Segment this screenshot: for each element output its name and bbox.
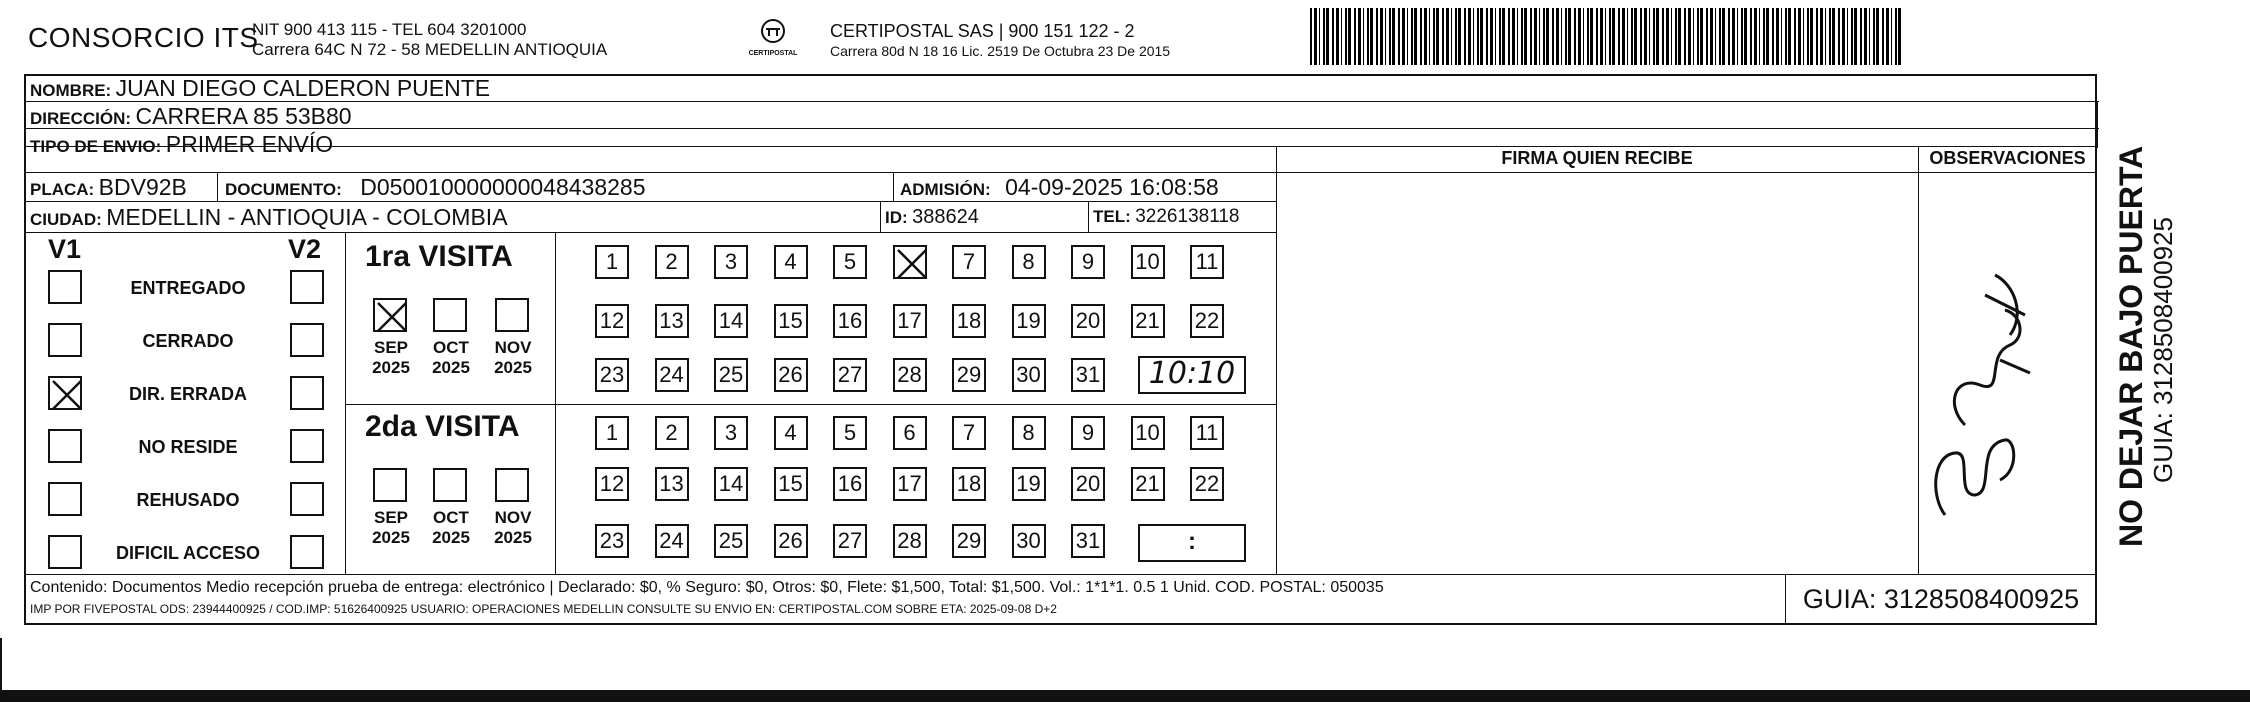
first-visit-title: 1ra VISITA <box>365 240 513 273</box>
day-box[interactable]: 25 <box>714 524 748 558</box>
day-box[interactable]: 26 <box>774 524 808 558</box>
day-box[interactable]: 7 <box>952 416 986 450</box>
day-box[interactable]: 12 <box>595 304 629 338</box>
day-box[interactable]: 16 <box>833 467 867 501</box>
day-box[interactable]: 1 <box>595 416 629 450</box>
logo-caption: CERTIPOSTAL <box>748 50 798 57</box>
signature-header: FIRMA QUIEN RECIBE <box>1501 148 1693 168</box>
day-box[interactable]: 2 <box>655 245 689 279</box>
day-box[interactable]: 13 <box>655 304 689 338</box>
day-box[interactable]: 11 <box>1190 245 1224 279</box>
tel-value: 3226138118 <box>1135 206 1240 227</box>
side-guia: GUIA: 3128508400925 <box>2148 217 2178 483</box>
carrier-name: CERTIPOSTAL SAS | 900 151 122 - 2 <box>830 21 1135 41</box>
admission-value: 04-09-2025 16:08:58 <box>1005 174 1219 200</box>
second-visit-time: : <box>1138 524 1246 562</box>
content-line: Contenido: Documentos Medio recepción prueba de entrega: electrónico | Declarado: $0, % Seguro: $0, Otros: $0, Flete: $1,500, Total: $1,500. Vol.: 1*1*1. 0.5 1 Unid. COD. POSTAL: 050035 <box>30 579 1384 596</box>
id-field <box>885 206 979 229</box>
document-label: DOCUMENTO: <box>225 180 342 199</box>
day-box[interactable]: 21 <box>1131 467 1165 501</box>
day-box[interactable]: 6 <box>893 416 927 450</box>
day-box[interactable]: 29 <box>952 358 986 392</box>
month-label <box>361 508 421 548</box>
v1-label: V1 <box>48 234 82 264</box>
month-year: 2025 <box>432 358 470 377</box>
plate-value: BDV92B <box>98 174 187 200</box>
day-box[interactable]: 19 <box>1012 467 1046 501</box>
day-box[interactable]: 8 <box>1012 245 1046 279</box>
document-field <box>225 174 645 201</box>
shipping-field <box>30 131 333 158</box>
month-checkbox[interactable] <box>373 298 407 332</box>
imp-line: IMP POR FIVEPOSTAL ODS: 23944400925 / COD.IMP: 51626400925 USUARIO: OPERACIONES MEDELLIN CONSULTE SU ENVIO EN: CERTIPOSTAL.COM SOBRE ETA: 2025-09-08 D+2 <box>30 602 1057 616</box>
day-box[interactable]: 23 <box>595 358 629 392</box>
status-label: DIFICIL ACCESO <box>115 543 260 563</box>
day-box[interactable]: 1 <box>595 245 629 279</box>
month-name: OCT <box>433 508 469 527</box>
day-box[interactable]: 24 <box>655 524 689 558</box>
day-box[interactable]: 25 <box>714 358 748 392</box>
day-box[interactable]: 10 <box>1131 416 1165 450</box>
day-box[interactable]: 28 <box>893 358 927 392</box>
day-box[interactable]: 14 <box>714 467 748 501</box>
barcode <box>1310 8 1904 65</box>
v1-status-checkbox[interactable] <box>48 270 82 304</box>
day-box[interactable]: 30 <box>1012 358 1046 392</box>
observations-header: OBSERVACIONES <box>1929 148 2086 168</box>
day-box[interactable]: 18 <box>952 467 986 501</box>
month-label <box>421 338 481 378</box>
status-label: ENTREGADO <box>130 278 246 298</box>
day-box[interactable]: 27 <box>833 358 867 392</box>
tel-field <box>1093 206 1240 228</box>
address-field <box>30 103 352 130</box>
day-box[interactable]: 28 <box>893 524 927 558</box>
admission-field <box>900 174 1219 201</box>
day-box[interactable]: 31 <box>1071 358 1105 392</box>
day-box[interactable]: 27 <box>833 524 867 558</box>
carrier-info <box>830 20 1170 60</box>
v2-status-checkbox[interactable] <box>290 429 324 463</box>
status-label: REHUSADO <box>136 490 240 510</box>
admission-label: ADMISIÓN: <box>900 180 991 199</box>
month-label <box>361 338 421 378</box>
month-year: 2025 <box>432 528 470 547</box>
id-value: 388624 <box>912 206 979 228</box>
shipping-value: PRIMER ENVÍO <box>165 131 334 157</box>
day-box[interactable]: 24 <box>655 358 689 392</box>
v1-status-checkbox[interactable] <box>48 323 82 357</box>
address-label: DIRECCIÓN: <box>30 109 132 128</box>
month-year: 2025 <box>494 358 532 377</box>
day-box[interactable]: 21 <box>1131 304 1165 338</box>
month-label <box>483 508 543 548</box>
day-box[interactable]: 17 <box>893 304 927 338</box>
day-box[interactable]: 14 <box>714 304 748 338</box>
day-box[interactable]: 10 <box>1131 245 1165 279</box>
company-name: CONSORCIO ITS <box>28 22 259 53</box>
day-box[interactable]: 11 <box>1190 416 1224 450</box>
tel-label: TEL: <box>1093 207 1131 226</box>
v1-status-checkbox[interactable] <box>48 535 82 569</box>
v2-status-checkbox[interactable] <box>290 535 324 569</box>
day-box[interactable]: 9 <box>1071 416 1105 450</box>
day-box[interactable]: 17 <box>893 467 927 501</box>
day-box[interactable]: 2 <box>655 416 689 450</box>
day-box[interactable]: 13 <box>655 467 689 501</box>
day-box[interactable]: 20 <box>1071 467 1105 501</box>
document-value: D050010000000048438285 <box>360 174 646 200</box>
day-box[interactable]: 30 <box>1012 524 1046 558</box>
id-label: ID: <box>885 208 908 227</box>
plate-field <box>30 174 187 201</box>
city-value: MEDELLIN - ANTIOQUIA - COLOMBIA <box>106 204 508 230</box>
day-box[interactable]: 9 <box>1071 245 1105 279</box>
day-box[interactable]: 15 <box>774 467 808 501</box>
day-box[interactable]: 12 <box>595 467 629 501</box>
v2-label: V2 <box>288 234 322 264</box>
day-box[interactable]: 20 <box>1071 304 1105 338</box>
day-box[interactable]: 4 <box>774 245 808 279</box>
day-box[interactable]: 3 <box>714 245 748 279</box>
day-box[interactable]: 3 <box>714 416 748 450</box>
month-checkbox[interactable] <box>433 298 467 332</box>
v2-status-checkbox[interactable] <box>290 270 324 304</box>
status-label: CERRADO <box>142 331 234 351</box>
v1-status-checkbox[interactable] <box>48 429 82 463</box>
city-field <box>30 204 508 231</box>
day-box[interactable]: 7 <box>952 245 986 279</box>
day-box[interactable]: 23 <box>595 524 629 558</box>
address-value: CARRERA 85 53B80 <box>135 103 352 129</box>
month-checkbox[interactable] <box>373 468 407 502</box>
month-year: 2025 <box>372 358 410 377</box>
footer-guia: GUIA: 3128508400925 <box>1802 584 2080 614</box>
v2-status-checkbox[interactable] <box>290 323 324 357</box>
day-box[interactable]: 29 <box>952 524 986 558</box>
status-label: NO RESIDE <box>138 437 238 457</box>
day-box[interactable]: 8 <box>1012 416 1046 450</box>
v2-status-checkbox[interactable] <box>290 482 324 516</box>
day-box[interactable]: 5 <box>833 416 867 450</box>
name-value: JUAN DIEGO CALDERON PUENTE <box>115 75 491 101</box>
v1-status-checkbox[interactable] <box>48 482 82 516</box>
status-label: DIR. ERRADA <box>128 384 247 404</box>
carrier-address: Carrera 80d N 18 16 Lic. 2519 De Octubra 23 De 2015 <box>830 43 1171 59</box>
day-box[interactable]: 5 <box>833 245 867 279</box>
certipostal-logo-icon <box>753 17 793 45</box>
day-box-checked[interactable] <box>893 245 927 279</box>
month-label <box>483 338 543 378</box>
handwritten-signature <box>1925 255 2045 525</box>
side-warning: NO DEJAR BAJO PUERTA <box>2113 145 2149 547</box>
bottom-bar <box>0 690 2250 702</box>
day-box[interactable]: 22 <box>1190 304 1224 338</box>
plate-label: PLACA: <box>30 180 95 199</box>
name-label: NOMBRE: <box>30 81 112 100</box>
month-year: 2025 <box>494 528 532 547</box>
city-label: CIUDAD: <box>30 210 102 229</box>
shipping-label: TIPO DE ENVIO: <box>30 137 162 156</box>
month-label <box>421 508 481 548</box>
month-name: NOV <box>494 338 532 357</box>
month-year: 2025 <box>372 528 410 547</box>
day-box[interactable]: 4 <box>774 416 808 450</box>
day-box[interactable]: 16 <box>833 304 867 338</box>
name-field <box>30 75 490 102</box>
month-name: SEP <box>373 338 409 357</box>
day-box[interactable]: 19 <box>1012 304 1046 338</box>
left-edge-line <box>0 638 2 694</box>
company-nit: NIT 900 413 115 - TEL 604 3201000 <box>252 20 527 39</box>
second-visit-title: 2da VISITA <box>365 410 520 443</box>
company-info <box>252 20 607 60</box>
month-name: OCT <box>433 338 469 357</box>
month-checkbox[interactable] <box>433 468 467 502</box>
month-checkbox[interactable] <box>495 468 529 502</box>
month-checkbox[interactable] <box>495 298 529 332</box>
day-box[interactable]: 31 <box>1071 524 1105 558</box>
month-name: SEP <box>373 508 409 527</box>
day-box[interactable]: 15 <box>774 304 808 338</box>
month-name: NOV <box>494 508 532 527</box>
company-address: Carrera 64C N 72 - 58 MEDELLIN ANTIOQUIA <box>252 40 608 59</box>
v2-status-checkbox[interactable] <box>290 376 324 410</box>
first-visit-time: 10:10 <box>1138 356 1246 394</box>
day-box[interactable]: 18 <box>952 304 986 338</box>
day-box[interactable]: 22 <box>1190 467 1224 501</box>
day-box[interactable]: 26 <box>774 358 808 392</box>
certipostal-logo <box>738 17 808 57</box>
v1-status-checkbox[interactable] <box>48 376 82 410</box>
